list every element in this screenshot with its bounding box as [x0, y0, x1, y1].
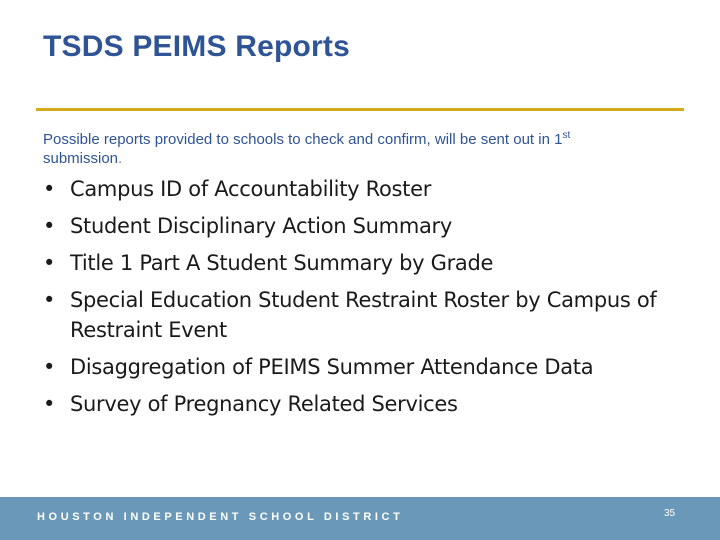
- list-item-text: Student Disciplinary Action Summary: [70, 214, 453, 238]
- title-divider: [36, 108, 684, 111]
- list-item: [43, 248, 693, 278]
- list-item: [43, 211, 693, 241]
- footer-bar: [0, 497, 720, 540]
- bullet-icon: •: [43, 288, 56, 312]
- bullet-icon: •: [43, 214, 56, 238]
- page-number: 35: [664, 508, 676, 519]
- list-item-text: Disaggregation of PEIMS Summer Attendance Data: [70, 355, 594, 379]
- report-list: [43, 174, 693, 426]
- bullet-icon: •: [43, 251, 56, 275]
- list-item-text: Campus ID of Accountability Roster: [70, 177, 432, 201]
- intro-superscript: st: [562, 130, 571, 141]
- footer-organization: HOUSTON INDEPENDENT SCHOOL DISTRICT: [37, 511, 404, 523]
- list-item: [43, 285, 693, 345]
- list-item-text: Title 1 Part A Student Summary by Grade: [70, 251, 494, 275]
- intro-text-continued: submission: [43, 150, 119, 167]
- list-item-text: Special Education Student Restraint Roster by Campus of Restraint Event: [70, 288, 657, 342]
- list-item: [43, 352, 693, 382]
- intro-period: .: [118, 150, 123, 167]
- list-item-text: Survey of Pregnancy Related Services: [70, 392, 458, 416]
- intro-text-main: Possible reports provided to schools to check and confirm, will be sent out in 1: [43, 131, 563, 148]
- list-item: [43, 389, 693, 419]
- bullet-icon: •: [43, 177, 56, 201]
- bullet-icon: •: [43, 355, 56, 379]
- slide-title: TSDS PEIMS Reports: [43, 30, 350, 63]
- intro-text: [43, 130, 693, 168]
- bullet-icon: •: [43, 392, 56, 416]
- list-item: [43, 174, 693, 204]
